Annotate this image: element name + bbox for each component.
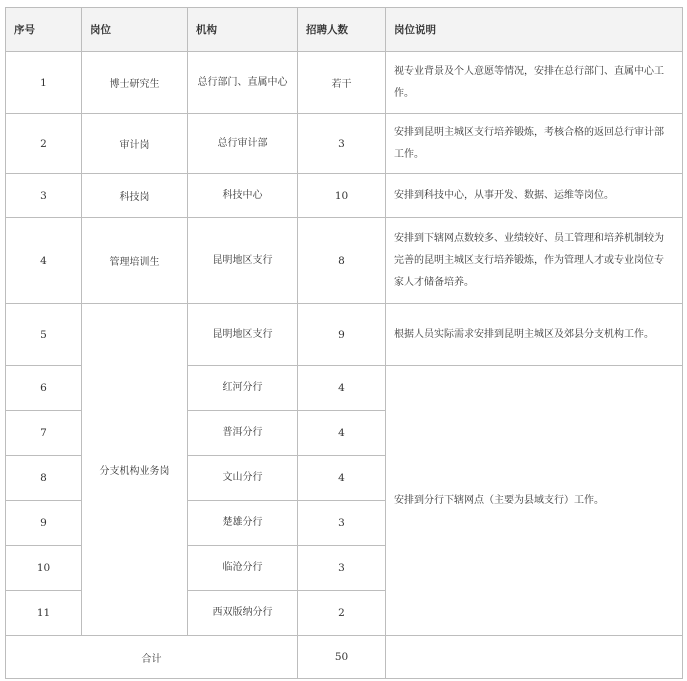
count-cell: 3 (298, 501, 386, 546)
position-cell: 管理培训生 (82, 218, 188, 304)
header-institution: 机构 (188, 8, 298, 52)
header-description: 岗位说明 (386, 8, 683, 52)
seq-cell: 9 (6, 501, 82, 546)
count-cell: 3 (298, 546, 386, 591)
count-cell: 4 (298, 456, 386, 501)
institution-cell: 文山分行 (188, 456, 298, 501)
seq-cell: 4 (6, 218, 82, 304)
count-cell: 4 (298, 366, 386, 411)
position-cell: 审计岗 (82, 114, 188, 174)
description-cell: 安排到下辖网点数较多、业绩较好、员工管理和培养机制较为完善的昆明主城区支行培养锻炼，作为管理人才或专业岗位专家人才储备培养。 (386, 218, 683, 304)
institution-cell: 总行部门、直属中心 (188, 52, 298, 114)
count-cell: 3 (298, 114, 386, 174)
header-row (6, 8, 683, 52)
institution-cell: 总行审计部 (188, 114, 298, 174)
seq-cell: 11 (6, 591, 82, 636)
institution-cell: 科技中心 (188, 174, 298, 218)
table-row (6, 174, 683, 218)
description-cell: 视专业背景及个人意愿等情况，安排在总行部门、直属中心工作。 (386, 52, 683, 114)
table-row (6, 218, 683, 304)
count-cell: 10 (298, 174, 386, 218)
institution-cell: 昆明地区支行 (188, 218, 298, 304)
seq-cell: 1 (6, 52, 82, 114)
seq-cell: 7 (6, 411, 82, 456)
seq-cell: 6 (6, 366, 82, 411)
description-cell: 安排到科技中心，从事开发、数据、运维等岗位。 (386, 174, 683, 218)
count-cell: 若干 (298, 52, 386, 114)
description-cell: 根据人员实际需求安排到昆明主城区及郊县分支机构工作。 (386, 304, 683, 366)
header-position: 岗位 (82, 8, 188, 52)
table-row (6, 304, 683, 366)
count-cell: 8 (298, 218, 386, 304)
total-description-empty (386, 636, 683, 679)
seq-cell: 10 (6, 546, 82, 591)
seq-cell: 5 (6, 304, 82, 366)
count-cell: 2 (298, 591, 386, 636)
seq-cell: 8 (6, 456, 82, 501)
institution-cell: 普洱分行 (188, 411, 298, 456)
description-cell: 安排到昆明主城区支行培养锻炼，考核合格的返回总行审计部工作。 (386, 114, 683, 174)
institution-cell: 红河分行 (188, 366, 298, 411)
table-row (6, 52, 683, 114)
institution-cell: 临沧分行 (188, 546, 298, 591)
recruitment-table (5, 7, 683, 679)
institution-cell: 楚雄分行 (188, 501, 298, 546)
seq-cell: 2 (6, 114, 82, 174)
total-count: 50 (298, 636, 386, 679)
header-count: 招聘人数 (298, 8, 386, 52)
seq-cell: 3 (6, 174, 82, 218)
header-seq: 序号 (6, 8, 82, 52)
institution-cell: 西双版纳分行 (188, 591, 298, 636)
institution-cell: 昆明地区支行 (188, 304, 298, 366)
count-cell: 9 (298, 304, 386, 366)
position-cell-branch-business: 分支机构业务岗 (82, 304, 188, 636)
table-row (6, 114, 683, 174)
position-cell: 科技岗 (82, 174, 188, 218)
position-cell: 博士研究生 (82, 52, 188, 114)
total-label: 合计 (6, 636, 298, 679)
count-cell: 4 (298, 411, 386, 456)
recruitment-table-container (5, 7, 682, 679)
total-row (6, 636, 683, 679)
description-cell-branches: 安排到分行下辖网点（主要为县域支行）工作。 (386, 366, 683, 636)
